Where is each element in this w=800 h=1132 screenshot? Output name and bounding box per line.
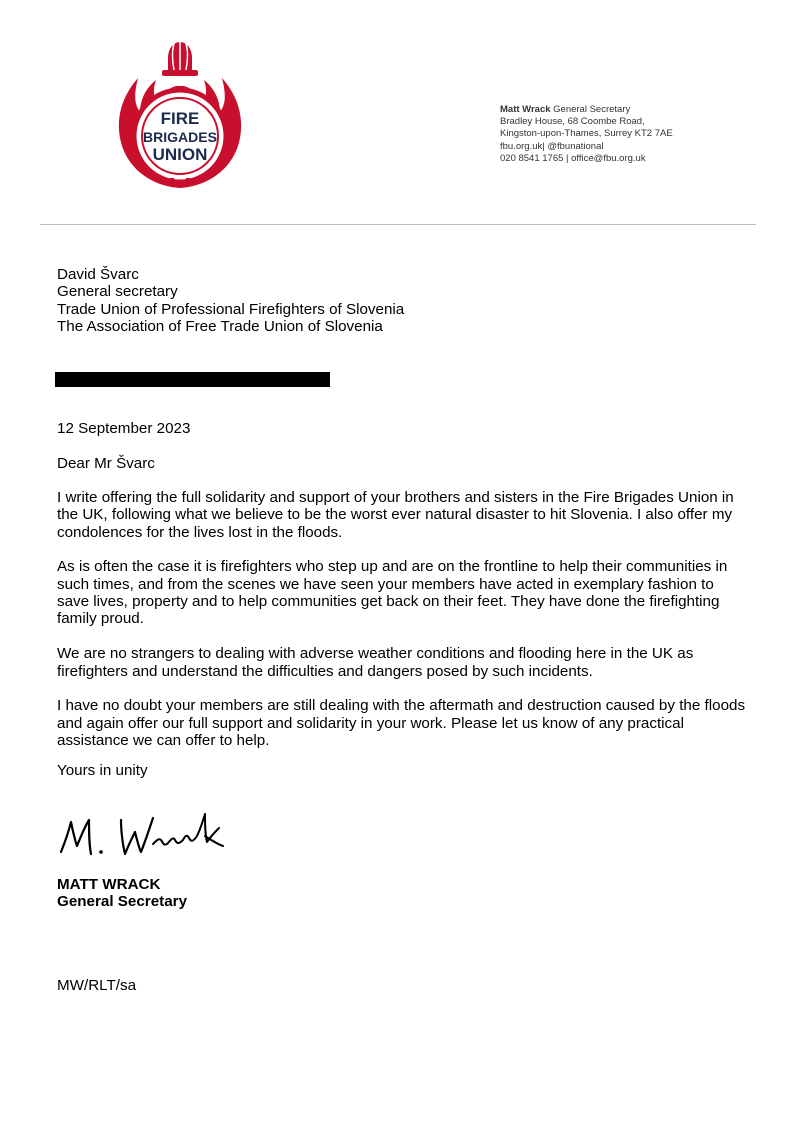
recipient-title: General secretary bbox=[57, 283, 178, 301]
signature-icon bbox=[55, 806, 235, 866]
closing: Yours in unity bbox=[57, 762, 148, 779]
sender-name: Matt Wrack bbox=[500, 104, 551, 115]
sender-title: General Secretary bbox=[553, 104, 631, 115]
reference-code: MW/RLT/sa bbox=[57, 977, 137, 994]
logo-text-line3: UNION bbox=[152, 145, 208, 164]
sender-address-line1: Bradley House, 68 Coombe Road, bbox=[500, 116, 645, 128]
recipient-org2: The Association of Free Trade Union of Slovenia bbox=[57, 317, 383, 335]
sender-contact: 020 8541 1765 | office@fbu.org.uk bbox=[500, 152, 646, 164]
logo-text-line1: FIRE bbox=[160, 109, 200, 128]
letter-body bbox=[57, 489, 747, 767]
recipient-name: David Švarc bbox=[57, 266, 139, 283]
body-paragraph: We are no strangers to dealing with adverse weather conditions and flooding here in the UK as firefighters and understand the difficulties and dangers posed by such incidents. bbox=[57, 645, 694, 680]
handwritten-signature bbox=[55, 806, 235, 866]
recipient-block bbox=[57, 266, 404, 335]
letter-date: 12 September 2023 bbox=[57, 420, 191, 437]
sender-block bbox=[500, 104, 673, 165]
recipient-org1: Trade Union of Professional Firefighters of Slovenia bbox=[57, 300, 405, 318]
helmet-flame-emblem-icon bbox=[108, 38, 252, 190]
fbu-logo bbox=[108, 38, 252, 190]
signoff-title: General Secretary bbox=[57, 893, 188, 911]
sender-address-line2: Kingston-upon-Thames, Surrey KT2 7AE bbox=[500, 128, 673, 140]
sender-web: fbu.org.uk| @fbunational bbox=[500, 140, 604, 152]
body-paragraph: As is often the case it is firefighters who step up and are on the frontline to help their communities in such times, and from the scenes we have seen your members have acted in exemplary fashion to save lives, property and to help communities get back on their feet. They have done the firefighting family proud. bbox=[57, 558, 728, 628]
salutation: Dear Mr Švarc bbox=[57, 455, 155, 472]
sender-name-line bbox=[500, 104, 673, 116]
body-paragraph: I write offering the full solidarity and support of your brothers and sisters in the Fire Brigades Union in the UK, following what we believe to be the worst ever natural disaster to hit Slovenia. I also offer my condolences for the lives lost in the floods. bbox=[57, 489, 734, 541]
logo-text-line2: BRIGADES bbox=[143, 129, 217, 145]
signoff-name: MATT WRACK bbox=[57, 876, 161, 893]
body-paragraph: I have no doubt your members are still dealing with the aftermath and destruction caused by the floods and again offer our full support and solidarity in your work. Please let us know of any practical assistance we can offer to help. bbox=[57, 697, 746, 750]
redacted-address-bar bbox=[55, 372, 330, 387]
signoff-block bbox=[57, 876, 187, 911]
header-divider bbox=[40, 224, 756, 225]
